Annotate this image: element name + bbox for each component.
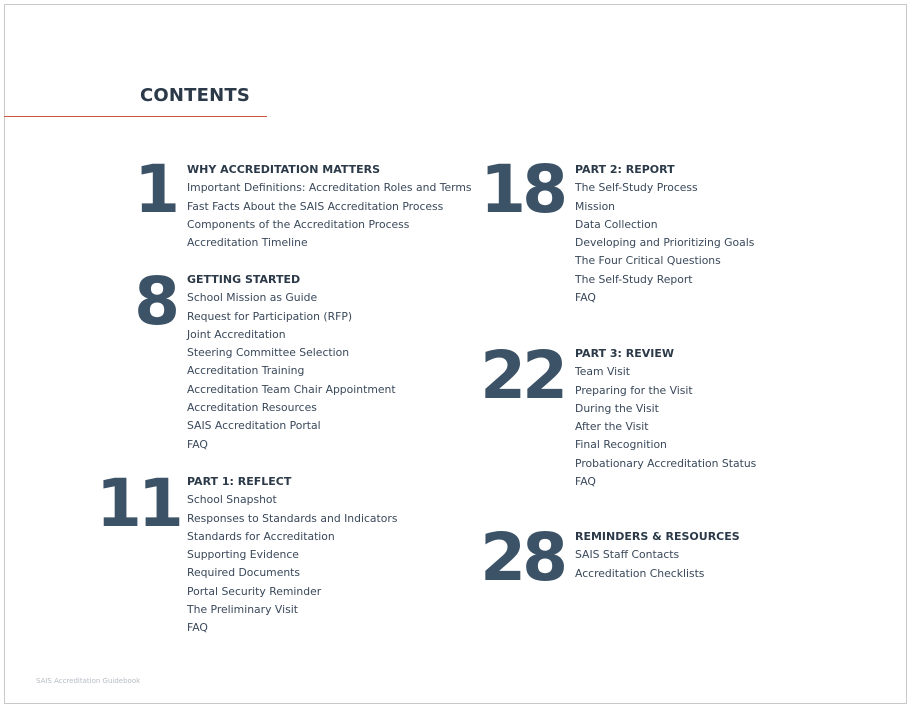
toc-item[interactable]: Mission <box>575 199 616 213</box>
toc-item[interactable]: School Mission as Guide <box>187 291 318 305</box>
section-page-number: 8 <box>134 263 176 340</box>
section-heading[interactable]: PART 2: REPORT <box>575 163 675 176</box>
toc-item[interactable]: Fast Facts About the SAIS Accreditation Process <box>187 199 444 213</box>
toc-item[interactable]: Portal Security Reminder <box>187 584 322 598</box>
toc-item[interactable]: Accreditation Training <box>187 364 305 378</box>
toc-item[interactable]: Joint Accreditation <box>187 327 286 341</box>
section-page-number: 18 <box>480 151 564 228</box>
toc-item[interactable]: Final Recognition <box>575 438 667 452</box>
toc-item[interactable]: SAIS Accreditation Portal <box>187 419 321 433</box>
toc-item[interactable]: Steering Committee Selection <box>187 346 350 360</box>
toc-item[interactable]: Team Visit <box>575 365 630 379</box>
toc-item[interactable]: After the Visit <box>575 420 649 434</box>
toc-item[interactable]: Preparing for the Visit <box>575 383 693 397</box>
toc-item[interactable]: During the Visit <box>575 401 659 415</box>
section-heading[interactable]: REMINDERS & RESOURCES <box>575 530 740 543</box>
toc-item[interactable]: FAQ <box>575 291 596 305</box>
toc-item[interactable]: Data Collection <box>575 217 658 231</box>
page-title: CONTENTS <box>140 85 251 106</box>
toc-item[interactable]: School Snapshot <box>187 493 277 507</box>
section-page-number: 22 <box>480 337 564 414</box>
toc-item[interactable]: The Self-Study Process <box>575 181 698 195</box>
section-page-number: 1 <box>134 151 176 228</box>
section-heading[interactable]: PART 1: REFLECT <box>187 475 292 488</box>
toc-item[interactable]: Responses to Standards and Indicators <box>187 511 398 525</box>
footer-text: SAIS Accreditation Guidebook <box>36 677 141 685</box>
toc-item[interactable]: The Preliminary Visit <box>187 603 298 617</box>
title-divider <box>4 116 267 117</box>
toc-item[interactable]: Accreditation Team Chair Appointment <box>187 382 396 396</box>
toc-item[interactable]: Important Definitions: Accreditation Roles and Terms <box>187 181 472 195</box>
section-heading[interactable]: PART 3: REVIEW <box>575 347 674 360</box>
section-page-number: 28 <box>480 519 564 596</box>
toc-item[interactable]: Probationary Accreditation Status <box>575 456 757 470</box>
page-border <box>4 4 907 704</box>
toc-item[interactable]: The Four Critical Questions <box>575 254 721 268</box>
toc-item[interactable]: Request for Participation (RFP) <box>187 309 353 323</box>
toc-item[interactable]: Components of the Accreditation Process <box>187 217 410 231</box>
toc-item[interactable]: Accreditation Checklists <box>575 566 705 580</box>
toc-item[interactable]: Accreditation Timeline <box>187 236 308 250</box>
toc-item[interactable]: FAQ <box>187 437 208 451</box>
section-page-number: 11 <box>96 465 180 542</box>
section-heading[interactable]: WHY ACCREDITATION MATTERS <box>187 163 381 176</box>
toc-item[interactable]: Developing and Prioritizing Goals <box>575 236 755 250</box>
toc-item[interactable]: FAQ <box>187 621 208 635</box>
section-heading[interactable]: GETTING STARTED <box>187 273 301 286</box>
toc-item[interactable]: Required Documents <box>187 566 301 580</box>
toc-item[interactable]: Accreditation Resources <box>187 401 317 415</box>
toc-item[interactable]: The Self-Study Report <box>575 272 693 286</box>
toc-item[interactable]: FAQ <box>575 475 596 489</box>
toc-item[interactable]: Standards for Accreditation <box>187 529 335 543</box>
toc-item[interactable]: Supporting Evidence <box>187 548 299 562</box>
toc-item[interactable]: SAIS Staff Contacts <box>575 548 680 562</box>
